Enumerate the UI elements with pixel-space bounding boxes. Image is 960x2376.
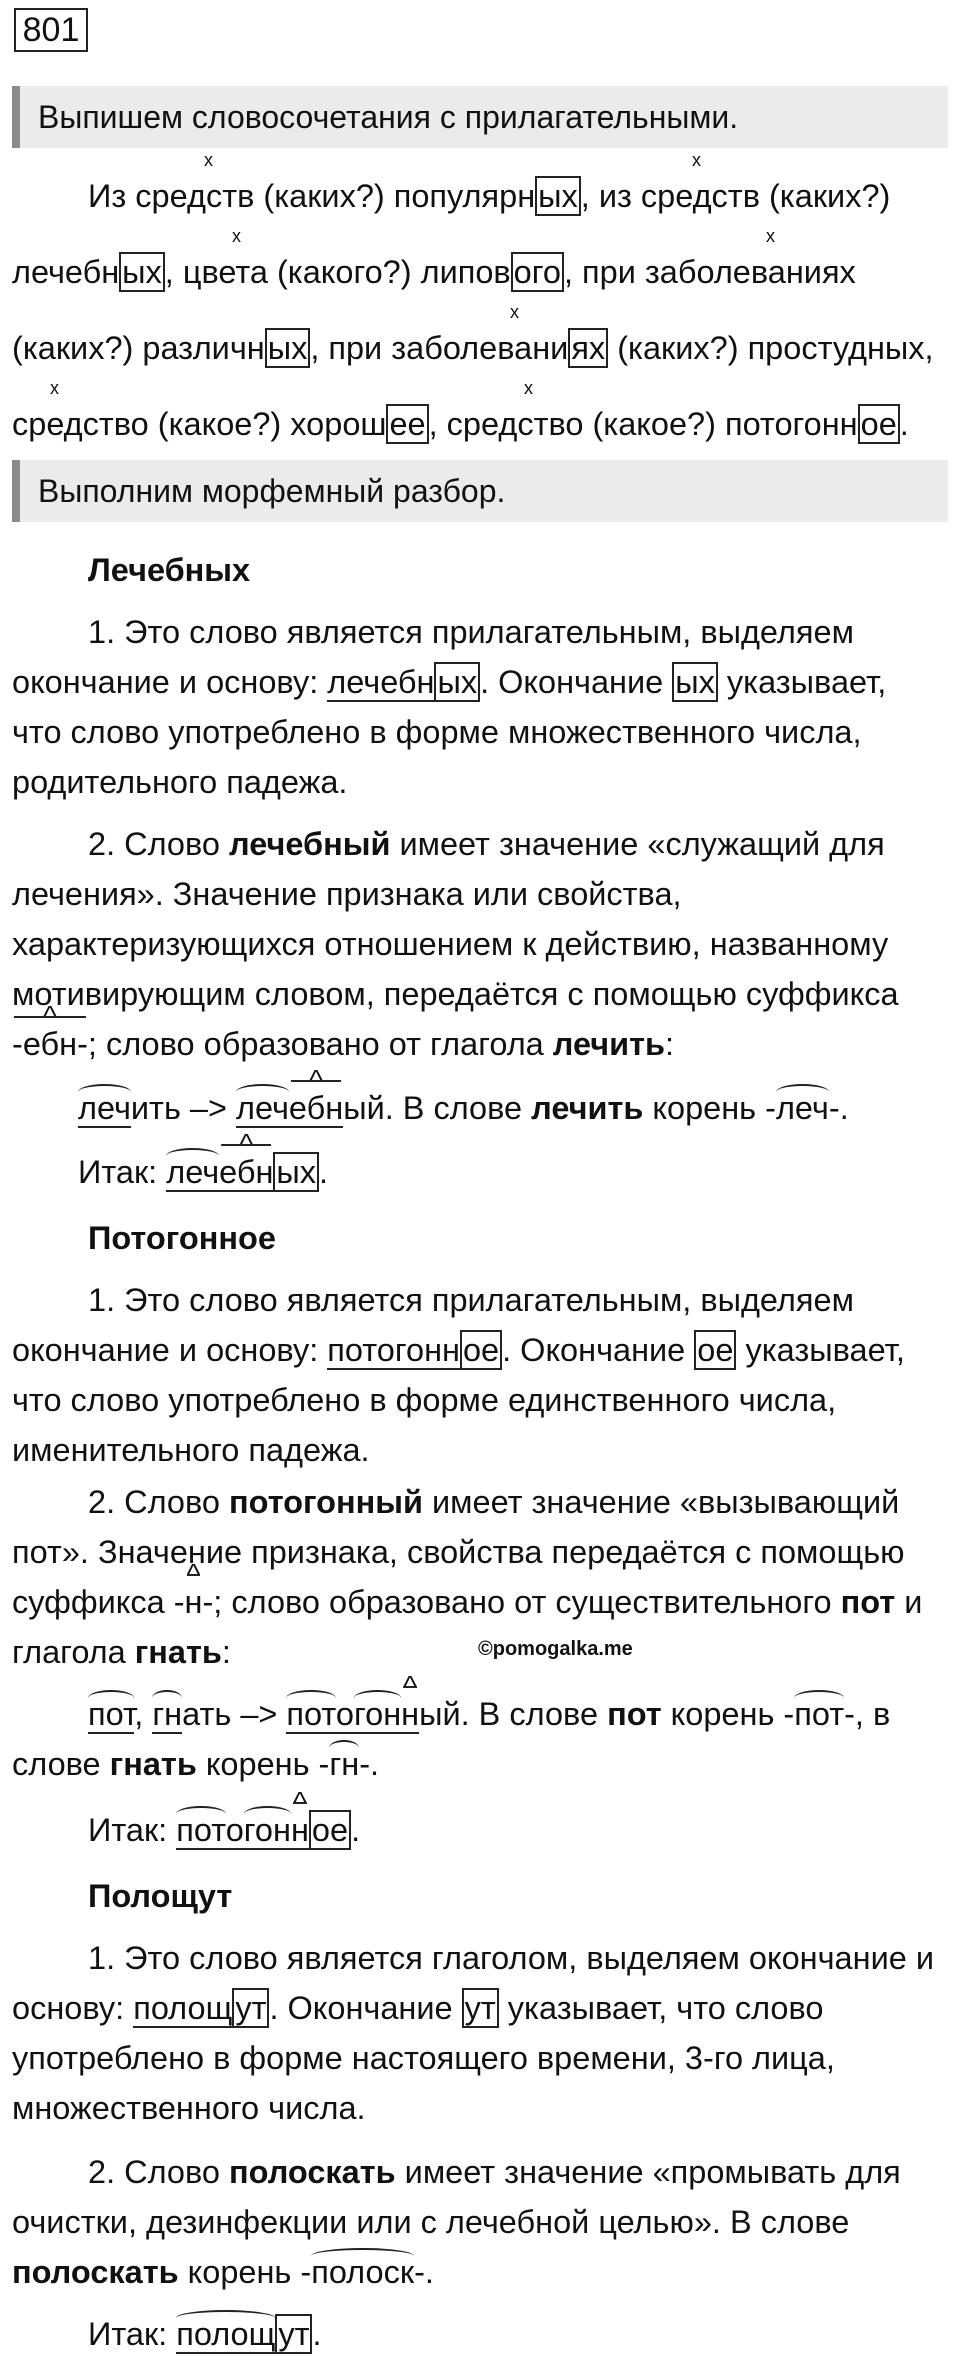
itog-line xyxy=(88,1812,360,1849)
text: указывает, что слово xyxy=(498,1990,824,2026)
text: ый. В слове xyxy=(419,1696,608,1732)
root-mark: леч xyxy=(78,1090,131,1126)
ending-box: ых xyxy=(672,662,718,702)
bold-word: пот xyxy=(840,1584,896,1620)
root-mark: леч xyxy=(236,1090,289,1126)
ending-box: ут xyxy=(462,1988,499,2028)
ending-box: ое xyxy=(460,1330,502,1370)
text: : xyxy=(665,1026,675,1062)
text: (каких?) простудных, xyxy=(608,330,934,366)
copyright-watermark: ©pomogalka.me xyxy=(478,1638,633,1660)
paragraph-line xyxy=(12,1634,231,1671)
paragraph-line: характеризующихся отношением к действию, названному xyxy=(12,926,889,962)
text: . xyxy=(351,1812,361,1848)
ending-box: ях xyxy=(568,328,608,368)
section-title: Потогонное xyxy=(88,1220,276,1256)
paragraph-line xyxy=(88,2154,901,2191)
suffix-mark: н ^ xyxy=(401,1696,419,1732)
x-mark: x xyxy=(50,378,59,398)
text: , цвета (какого?) липов xyxy=(164,254,511,290)
root-mark: леч xyxy=(775,1090,829,1126)
paragraph-line: пот». Значение признака, свойства передаётся с помощью xyxy=(12,1534,905,1570)
paragraph-line: 1. Это слово является прилагательным, выделяем xyxy=(88,614,854,650)
root-mark: гн xyxy=(329,1746,360,1782)
banner-phrases: Выпишем словосочетания с прилагательными. xyxy=(12,86,948,148)
phrase-line xyxy=(12,330,934,367)
paragraph-line xyxy=(12,1584,922,1621)
text: . Окончание xyxy=(502,1332,695,1368)
text: глагола xyxy=(12,1634,135,1670)
root-mark: полощ xyxy=(176,2316,276,2352)
derivation-line xyxy=(12,1746,379,1783)
text: корень - xyxy=(643,1090,776,1126)
word-base: потогонн xyxy=(327,1332,460,1368)
ending-box: ут xyxy=(275,2314,312,2354)
text: ый. В слове xyxy=(343,1090,532,1126)
bold-word: гнать xyxy=(134,1634,222,1670)
paragraph-line: именительного падежа. xyxy=(12,1432,370,1468)
connecting-vowel: о xyxy=(335,1696,354,1732)
text: -. xyxy=(414,2254,434,2290)
paragraph-line xyxy=(12,1332,905,1369)
text: . Окончание xyxy=(480,664,673,700)
bold-word: потогонный xyxy=(229,1484,423,1520)
paragraph-line xyxy=(12,664,886,701)
bold-word: полоскать xyxy=(12,2254,179,2290)
ending-box: ых xyxy=(119,252,165,292)
bold-word: лечебный xyxy=(229,826,391,862)
bold-word: лечить xyxy=(552,1026,666,1062)
phrase-line xyxy=(12,406,909,443)
text: имеет значение «промывать для xyxy=(395,2154,901,2190)
root-mark: пот xyxy=(88,1696,135,1732)
text: имеет значение «служащий для xyxy=(390,826,885,862)
root-mark: гон xyxy=(243,1812,291,1848)
text: . xyxy=(312,2316,322,2352)
ending-box: ых xyxy=(434,662,480,702)
text: ить xyxy=(130,1090,181,1126)
text: имеет значение «вызывающий xyxy=(422,1484,900,1520)
paragraph-line xyxy=(12,1990,823,2027)
text: , при заболеваниях xyxy=(563,254,856,290)
bold-word: гнать xyxy=(109,1746,197,1782)
paragraph-line xyxy=(88,826,885,863)
text: средство (какое?) хорош xyxy=(12,406,387,442)
x-mark: x xyxy=(232,226,241,246)
root-mark: пот xyxy=(794,1696,845,1732)
x-mark: x xyxy=(204,150,213,170)
derivation-line xyxy=(88,1696,890,1733)
paragraph-line xyxy=(12,2254,434,2291)
text: Из средств (каких?) популярн xyxy=(88,178,536,214)
ending-box: ее xyxy=(386,404,428,444)
text: –> xyxy=(180,1090,237,1126)
paragraph-line: родительного падежа. xyxy=(12,764,348,800)
ending-box: ут xyxy=(232,1988,269,2028)
text: ; слово образовано от глагола xyxy=(87,1026,553,1062)
text: , средство (какое?) потогонн xyxy=(428,406,858,442)
text: . Окончание xyxy=(269,1990,462,2026)
ending-box: ых xyxy=(265,328,311,368)
text: указывает, xyxy=(736,1332,905,1368)
x-mark: x xyxy=(510,302,519,322)
text: 2. Слово xyxy=(88,2154,230,2190)
paragraph-line: мотивирующим словом, передаётся с помощью суффикса xyxy=(12,976,899,1012)
text: , при заболевани xyxy=(310,330,569,366)
x-mark: x xyxy=(692,150,701,170)
itog-line xyxy=(88,2316,322,2353)
paragraph-line: очистки, дезинфекции или с лечебной целью». В слове xyxy=(12,2204,850,2240)
paragraph-line xyxy=(12,1026,674,1063)
paragraph-line: что слово употреблено в форме множественного числа, xyxy=(12,714,862,750)
ending-box: ое xyxy=(694,1330,736,1370)
text: лечебн xyxy=(12,254,120,290)
paragraph-line: множественного числа. xyxy=(12,2090,366,2126)
root-mark: гон xyxy=(353,1696,402,1732)
text: корень - xyxy=(196,1746,330,1782)
paragraph-line: употреблено в форме настоящего времени, 3-го лица, xyxy=(12,2040,835,2076)
paragraph-line: 1. Это слово является глаголом, выделяем окончание и xyxy=(88,1940,934,1976)
ending-box: ых xyxy=(535,176,581,216)
text: , xyxy=(134,1696,153,1732)
ending-box: ых xyxy=(273,1152,319,1192)
text: окончание и основу: xyxy=(12,664,328,700)
phrase-line xyxy=(88,178,890,215)
root-mark: гн xyxy=(152,1696,183,1732)
text: слове xyxy=(12,1746,110,1782)
bold-word: лечить xyxy=(531,1090,644,1126)
connecting-vowel: о xyxy=(225,1812,244,1848)
suffix-mark: н ^ xyxy=(185,1584,203,1620)
text: основу: xyxy=(12,1990,134,2026)
root-mark: пот xyxy=(286,1696,336,1732)
text: , из средств (каких?) xyxy=(580,178,891,214)
text: корень - xyxy=(661,1696,795,1732)
text: и xyxy=(895,1584,923,1620)
x-mark: x xyxy=(766,226,775,246)
suffix-mark: ебн ^ xyxy=(219,1154,273,1190)
paragraph-line: 1. Это слово является прилагательным, выделяем xyxy=(88,1282,854,1318)
suffix-mark: ебн ^ xyxy=(289,1090,343,1126)
ending-box: ое xyxy=(309,1810,351,1850)
text: окончание и основу: xyxy=(12,1332,328,1368)
text: -, в xyxy=(844,1696,891,1732)
text: суффикса - xyxy=(12,1584,185,1620)
exercise-number: 801 xyxy=(14,8,88,52)
paragraph-line xyxy=(88,1484,899,1521)
text: -; слово образовано от существительного xyxy=(202,1584,841,1620)
ending-box: ое xyxy=(858,404,900,444)
section-title: Полощут xyxy=(88,1878,233,1914)
suffix-mark: н ^ xyxy=(291,1812,309,1848)
text: ать –> xyxy=(182,1696,287,1732)
word-base: полощ xyxy=(133,1990,233,2026)
bold-word: пот xyxy=(607,1696,662,1732)
word-base: лечебн xyxy=(327,664,435,700)
paragraph-line: лечения». Значение признака или свойства, xyxy=(12,876,682,912)
itog-line xyxy=(78,1154,328,1191)
root-mark: полоск xyxy=(311,2254,415,2290)
bold-word: полоскать xyxy=(229,2154,396,2190)
text: . xyxy=(899,406,909,442)
itog-label: Итак: xyxy=(78,1154,167,1190)
root-mark: пот xyxy=(176,1812,226,1848)
phrase-line xyxy=(12,254,856,291)
text: 2. Слово xyxy=(88,1484,230,1520)
text: корень - xyxy=(178,2254,312,2290)
text: (каких?) различн xyxy=(12,330,265,366)
text: . xyxy=(319,1154,329,1190)
itog-label: Итак: xyxy=(88,2316,177,2352)
ending-box: ого xyxy=(511,252,564,292)
derivation-line xyxy=(78,1090,849,1127)
text: 2. Слово xyxy=(88,826,230,862)
itog-label: Итак: xyxy=(88,1812,177,1848)
text: указывает, xyxy=(717,664,887,700)
x-mark: x xyxy=(524,378,533,398)
text: -. xyxy=(828,1090,849,1126)
banner-analysis: Выполним морфемный разбор. xyxy=(12,460,948,522)
paragraph-line: что слово употреблено в форме единственного числа, xyxy=(12,1382,837,1418)
suffix-mark: -ебн- ^ xyxy=(12,1026,88,1062)
text: -. xyxy=(359,1746,380,1782)
section-title: Лечебных xyxy=(88,552,251,588)
text: : xyxy=(221,1634,231,1670)
root-mark: леч xyxy=(166,1154,220,1190)
